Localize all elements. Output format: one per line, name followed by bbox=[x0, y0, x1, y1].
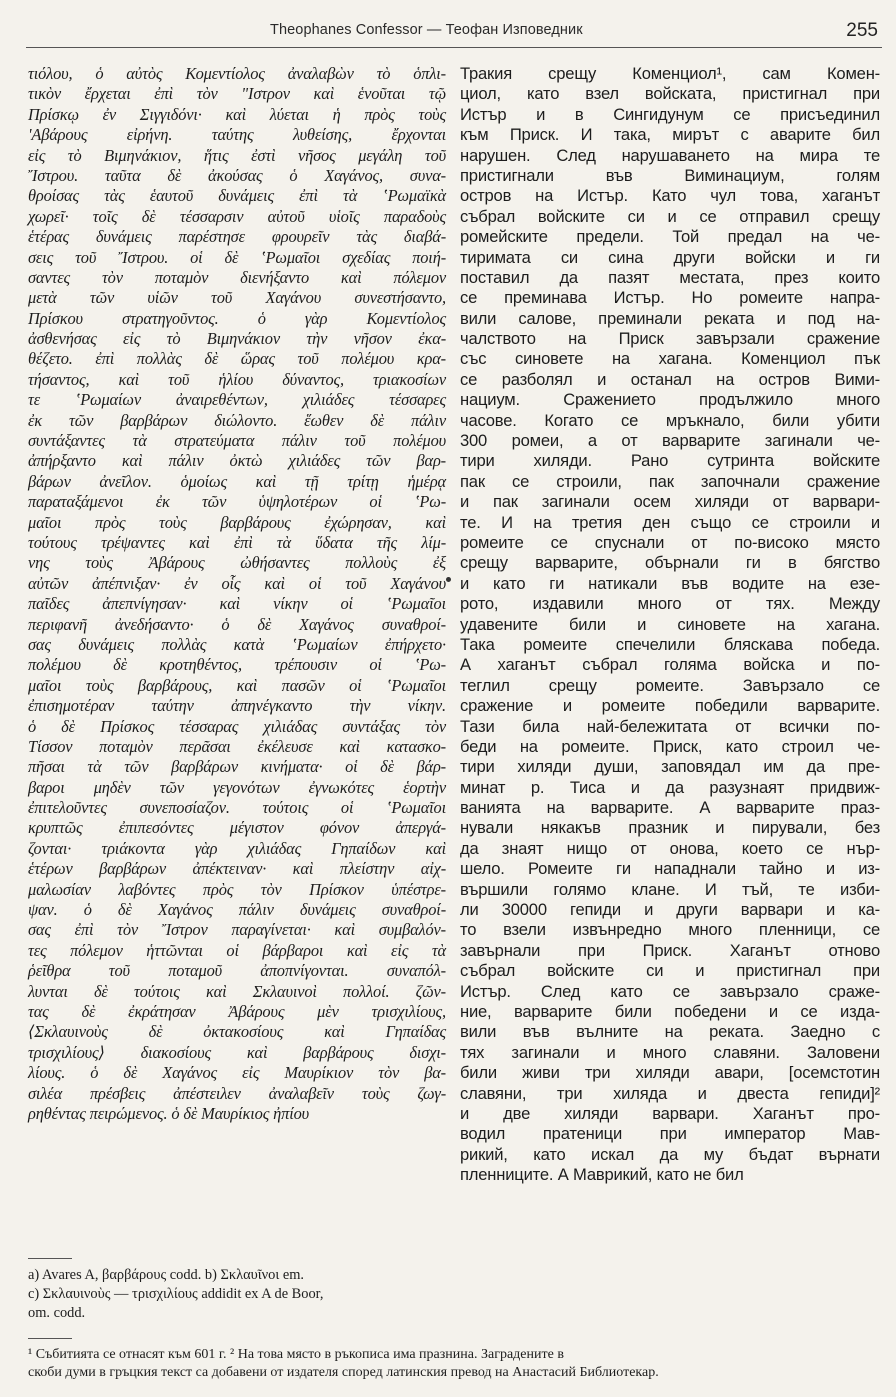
greek-text-line: ἐκ τῶν βαρβάρων διώλοντο. ἕωθεν δὲ πάλιν bbox=[28, 410, 446, 430]
greek-text-line: Πρίσκου στρατηγοῦντος. ὁ γὰρ Κομεντίολος bbox=[28, 308, 446, 328]
bulgarian-text-line: тири хиляди души, заповядал им да пре- bbox=[460, 757, 880, 777]
bulgarian-text-line: А хаганът събрал голяма войска и по- bbox=[460, 655, 880, 675]
greek-text-line: πολέμου δὲ κροτηθέντος, τρέπουσιν οἱ ʽΡω- bbox=[28, 655, 446, 675]
greek-text-line: ἀπήρξαντο καὶ πάλιν ὀκτὼ χιλιάδες τῶν βαρ- bbox=[28, 451, 446, 471]
bulgarian-text-line: те. И на третия ден също се строили и bbox=[460, 512, 880, 532]
bulgarian-text-line: нарушен. След нарушаването на мира те bbox=[460, 145, 880, 165]
page-header bbox=[0, 14, 896, 50]
bulgarian-text-line: се преминава Истър. Но ромеите напра- bbox=[460, 288, 880, 308]
greek-text-line: παῖδες ἀπεπνίγησαν· καὶ νίκην οἱ ʽΡωμαῖοι bbox=[28, 594, 446, 614]
greek-text-line: συντάξαντες τὰ στρατεύματα πάλιν τοῦ πολέμου bbox=[28, 431, 446, 451]
bulgarian-text-line: ванията на варварите. А варварите праз- bbox=[460, 798, 880, 818]
bulgarian-text-line: то взели извънредно много пленници, се bbox=[460, 920, 880, 940]
greek-text-line: 'Αβάρους εἰρήνη. ταύτης λυθείσης, ἔρχονται bbox=[28, 125, 446, 145]
bulgarian-text-line: вили във вълните на реката. Заедно с bbox=[460, 1022, 880, 1042]
bulgarian-text-line: срещу варварите, обърнали ги в бягство bbox=[460, 553, 880, 573]
greek-text-line: τούτους τρέψαντες καὶ ἐπὶ τὰ ὕδατα τῆς λίμ- bbox=[28, 532, 446, 552]
greek-text-line: τήσαντος, καὶ τοῦ ἡλίου δύναντος, τριακοσίων bbox=[28, 369, 446, 389]
bulgarian-text-line: минат р. Тиса и да разузнаят придвиж- bbox=[460, 777, 880, 797]
bulgarian-text-line: се разболял и останал на остров Вими- bbox=[460, 369, 880, 389]
greek-text-line: σεις τοῦ Ἴστρου. οἱ δὲ ʽΡωμαῖοι σχεδίας ποιή- bbox=[28, 247, 446, 267]
bulgarian-text-line: да знаят нищо от онова, което се нър- bbox=[460, 838, 880, 858]
bulgarian-text-line: остров на Истър. Като чул това, хаганът bbox=[460, 186, 880, 206]
greek-text-line: χωρεῖ· τοῖς δὲ τέσσαρσιν αὐτοῦ υἱοῖς παραδοὺς bbox=[28, 206, 446, 226]
footnotes bbox=[28, 1346, 884, 1382]
greek-text-line: σας δυνάμεις πολλὰς κατὰ ʽΡωμαίων ἐπήρχετο· bbox=[28, 634, 446, 654]
bulgarian-text-line: водил пратеници при император Мав- bbox=[460, 1124, 880, 1144]
bulgarian-text-line: пристигнали във Виминациум, голям bbox=[460, 165, 880, 185]
bulgarian-text-line: теглил срещу ромеите. Завързало се bbox=[460, 675, 880, 695]
bulgarian-text-line: Истър. След като се завързало сраже- bbox=[460, 981, 880, 1001]
bulgarian-text-line: рикий, като искал да му бъдат върнати bbox=[460, 1144, 880, 1164]
bulgarian-text-line: със синовете на хагана. Коменциол пък bbox=[460, 349, 880, 369]
greek-text-line: εἰς τὸ Βιμηνάκιον, ἥτις ἐστὶ νῆσος μεγάλη τοῦ bbox=[28, 145, 446, 165]
bulgarian-text-line: Истър и в Сингидунум се присъединил bbox=[460, 104, 880, 124]
page-number: 255 bbox=[846, 20, 878, 41]
greek-text-line: κρυπτῶς ἐπιπεσόντες μέγιστον φόνον ἀπεργά- bbox=[28, 818, 446, 838]
bulgarian-text-line: и две хиляди варвари. Хаганът про- bbox=[460, 1103, 880, 1123]
greek-text-line: τρισχιλίους⟩ διακοσίους καὶ βαρβάρους δισχι- bbox=[28, 1042, 446, 1062]
greek-text-line: Τίσσον ποταμὸν περᾶσαι ἐκέλευσε καὶ κατασκο- bbox=[28, 736, 446, 756]
bulgarian-text-line: и като ги натикали във водите на езе- bbox=[460, 573, 880, 593]
greek-text-line: ἀσθενήσας εἰς τὸ Βιμηνάκιον τὴν νῆσον ἐκα- bbox=[28, 329, 446, 349]
bulgarian-text-line: Тази била най-бележитата от всички по- bbox=[460, 716, 880, 736]
header-rule bbox=[26, 47, 882, 48]
bulgarian-text-line: вили салове, преминали реката и под на- bbox=[460, 308, 880, 328]
greek-text-line: τες πόλεμον ἡττῶνται οἱ βάρβαροι καὶ εἰς τὰ bbox=[28, 940, 446, 960]
bulgarian-text-line: сражение и ромеите победили варварите. bbox=[460, 696, 880, 716]
bulgarian-translation-column bbox=[460, 64, 880, 1185]
greek-text-line: σιλέα πρέσβεις ἀπέστειλεν ἀναλαβεῖν τοὺς ζωγ- bbox=[28, 1083, 446, 1103]
bulgarian-text-line: нациум. Сражението продължило много bbox=[460, 390, 880, 410]
greek-text-line: τας δὲ ἐκράτησαν Ἀβάρους μὲν τρισχιλίους, bbox=[28, 1001, 446, 1021]
greek-text-line: πῆσαι τὰ τῶν βαρβάρων κινήματα· οἱ δὲ βάρ- bbox=[28, 757, 446, 777]
bulgarian-text-line: тиримата си сина други войски и ги bbox=[460, 247, 880, 267]
greek-text-line: τιόλου, ὁ αὐτὸς Κομεντίολος ἀναλαβὼν τὸ ὁπλι- bbox=[28, 64, 446, 83]
greek-text-line: λίους. ὁ δὲ Χαγάνος εἰς Μαυρίκιον τὸν βα- bbox=[28, 1063, 446, 1083]
greek-text-column bbox=[28, 64, 446, 1124]
apparatus-line: a) Avares A, βαρβάρους codd. b) Σκλαυῖνοι em. bbox=[28, 1267, 305, 1283]
greek-text-line: σας ἐπὶ τὸν Ἴστρον παραγίνεται· καὶ συμβαλόν- bbox=[28, 920, 446, 940]
greek-text-line: μαλωσίαν λαβόντες πρὸς τὸν Πρίσκον ὑπέστρε- bbox=[28, 879, 446, 899]
bulgarian-text-line: ли 30000 гепиди и други варвари и ка- bbox=[460, 900, 880, 920]
running-title: Theophanes Confessor — Теофан Изповедник bbox=[270, 22, 583, 38]
greek-text-line: Ἴστρου. ταῦτα δὲ ἀκούσας ὁ Χαγάνος, συνα- bbox=[28, 165, 446, 185]
bulgarian-text-line: нували някакъв празник и пирували, без bbox=[460, 818, 880, 838]
bulgarian-text-line: тях загинали и много славяни. Заловени bbox=[460, 1042, 880, 1062]
footnote-line: ¹ Събитията се отнасят към 601 г. ² На това място в ръкописа има празнина. Заградените в bbox=[28, 1347, 564, 1362]
bulgarian-text-line: циол, като взел войската, пристигнал при bbox=[460, 84, 880, 104]
bulgarian-text-line: часове. Когато се мръкнало, били убити bbox=[460, 410, 880, 430]
bulgarian-text-line: Така ромеите спечелили бляскава победа. bbox=[460, 634, 880, 654]
greek-text-line: ⟨Σκλαυινοὺς δὲ ὀκτακοσίους καὶ Γηπαίδας bbox=[28, 1022, 446, 1042]
greek-text-line: ἐπιτελοῦντες συνεποσίαζον. τούτοις οἱ ʽΡωμαῖοι bbox=[28, 798, 446, 818]
bulgarian-text-line: били живи три хиляди авари, [осемстотин bbox=[460, 1063, 880, 1083]
margin-dot bbox=[446, 577, 451, 582]
greek-text-line: ῥεῖθρα τοῦ ποταμοῦ ἀποπνίγονται. συναπόλ- bbox=[28, 961, 446, 981]
greek-text-line: ἑτέρας δυνάμεις παρέστησε φρουρεῖν τὰς διαβά- bbox=[28, 227, 446, 247]
bulgarian-text-line: удавените били и синовете на хагана. bbox=[460, 614, 880, 634]
greek-text-line: παραταξάμενοι ἐκ τῶν ὑψηλοτέρων οἱ ʽΡω- bbox=[28, 492, 446, 512]
critical-apparatus bbox=[28, 1266, 446, 1323]
bulgarian-text-line: поставил да пазят местата, през които bbox=[460, 267, 880, 287]
bulgarian-text-line: рото, издавили много от тях. Между bbox=[460, 594, 880, 614]
apparatus-rule bbox=[28, 1258, 72, 1259]
greek-text-line: ρηθέντας πειρώμενος. ὁ δὲ Μαυρίκιος ἠπίου bbox=[28, 1103, 310, 1123]
footnote-rule bbox=[28, 1338, 72, 1339]
bulgarian-text-line: беди на ромеите. Приск, като строил че- bbox=[460, 736, 880, 756]
apparatus-line: c) Σκλαυινοὺς — τρισχιλίους addidit ex A de Boor, bbox=[28, 1286, 324, 1302]
greek-text-line: βαροι μηδὲν τῶν γεγονότων ἐγνωκότες ἑορτὴν bbox=[28, 777, 446, 797]
bulgarian-text-line: към Приск. И така, мирът с аварите бил bbox=[460, 125, 880, 145]
bulgarian-text-line: Тракия срещу Коменциол¹, сам Комен- bbox=[460, 64, 880, 83]
greek-text-line: βάρων ἀνεῖλον. ὁμοίως καὶ τῇ τρίτῃ ἡμέρᾳ bbox=[28, 471, 446, 491]
bulgarian-text-line: събрал войските си и пристигнал при bbox=[460, 961, 880, 981]
greek-text-line: ψαν. ὁ δὲ Χαγάνος πάλιν δυνάμεις συναθροί- bbox=[28, 900, 446, 920]
greek-text-line: ζονται· τριάκοντα γὰρ χιλιάδας Γηπαίδων καὶ bbox=[28, 838, 446, 858]
greek-text-line: ὁ δὲ Πρίσκος τέσσαρας χιλιάδας συντάξας τὸν bbox=[28, 716, 446, 736]
bulgarian-text-line: пленниците. А Маврикий, като не бил bbox=[460, 1165, 744, 1185]
bulgarian-text-line: и пак загинали осем хиляди от варвари- bbox=[460, 492, 880, 512]
bulgarian-text-line: вършили голямо клане. И тъй, те изби- bbox=[460, 879, 880, 899]
bulgarian-text-line: ромейските предели. Той предал на че- bbox=[460, 227, 880, 247]
bulgarian-text-line: чалството на Приск завързали сражение bbox=[460, 329, 880, 349]
greek-text-line: τε ʽΡωμαίων ἀναιρεθέντων, χιλιάδες τέσσαρες bbox=[28, 390, 446, 410]
bulgarian-text-line: 300 ромеи, а от варварите загинали че- bbox=[460, 431, 880, 451]
bulgarian-text-line: ние, варварите били победени и се изда- bbox=[460, 1001, 880, 1021]
greek-text-line: μαῖοι πρὸς τοὺς βαρβάρους ἐχώρησαν, καὶ bbox=[28, 512, 446, 532]
greek-text-line: ἐπισημοτέραν ταύτην ἀπηνέγκαντο τὴν νίκην. bbox=[28, 696, 446, 716]
bulgarian-text-line: събрал войските си и се отправил срещу bbox=[460, 206, 880, 226]
greek-text-line: περιφανῆ ἀνεδήσαντο· ὁ δὲ Χαγάνος συναθροί- bbox=[28, 614, 446, 634]
bulgarian-text-line: тири хиляди. Рано сутринта войските bbox=[460, 451, 880, 471]
greek-text-line: μαῖοι τοὺς βαρβάρους, καὶ πασῶν οἱ ʽΡωμαῖοι bbox=[28, 675, 446, 695]
greek-text-line: θέζετο. ἐπὶ πολλὰς δὲ ὥρας τοῦ πολέμου κρα- bbox=[28, 349, 446, 369]
greek-text-line: ἑτέρων βαρβάρων ἀπέκτειναν· καὶ πλείστην αἰχ- bbox=[28, 859, 446, 879]
greek-text-line: θροίσας τὰς ἑαυτοῦ δυνάμεις ἐπὶ τὰ ʽΡωμαϊκὰ bbox=[28, 186, 446, 206]
bulgarian-text-line: завърнали при Приск. Хаганът отново bbox=[460, 940, 880, 960]
greek-text-line: αὐτῶν ἀπέπνιξαν· ἐν οἷς καὶ οἱ τοῦ Χαγάνου bbox=[28, 573, 446, 593]
bulgarian-text-line: славяни, три хиляда и двеста гепиди]² bbox=[460, 1083, 880, 1103]
apparatus-line: om. codd. bbox=[28, 1305, 86, 1321]
bulgarian-text-line: ромеите се спуснали от по-високо място bbox=[460, 532, 880, 552]
greek-text-line: τικὸν ἔρχεται ἐπὶ τὸν "Ιστρον καὶ ἑνοῦται τῷ bbox=[28, 84, 446, 104]
bulgarian-text-line: пак се строили, пак започнали сражение bbox=[460, 471, 880, 491]
bulgarian-text-line: шело. Ромеите ги нападнали тайно и из- bbox=[460, 859, 880, 879]
greek-text-line: λυνται δὲ τούτοις καὶ Σκλαυινοὶ πολλοί. ζῶν- bbox=[28, 981, 446, 1001]
greek-text-line: Πρίσκῳ ἐν Σιγγιδόνι· καὶ λύεται ἡ πρὸς τοὺς bbox=[28, 104, 446, 124]
greek-text-line: σαντες τὸν ποταμὸν διενήξαντο καὶ πόλεμον bbox=[28, 267, 446, 287]
greek-text-line: νης τοὺς Ἀβάρους ὠθήσαντες πολλοὺς ἐξ bbox=[28, 553, 446, 573]
footnote-line: скоби думи в гръцкия текст са добавени от издателя според латинския превод на Анастасий Библиотекар. bbox=[28, 1365, 659, 1380]
greek-text-line: μετὰ τῶν υἱῶν τοῦ Χαγάνου συνεστήσαντο, bbox=[28, 288, 446, 308]
